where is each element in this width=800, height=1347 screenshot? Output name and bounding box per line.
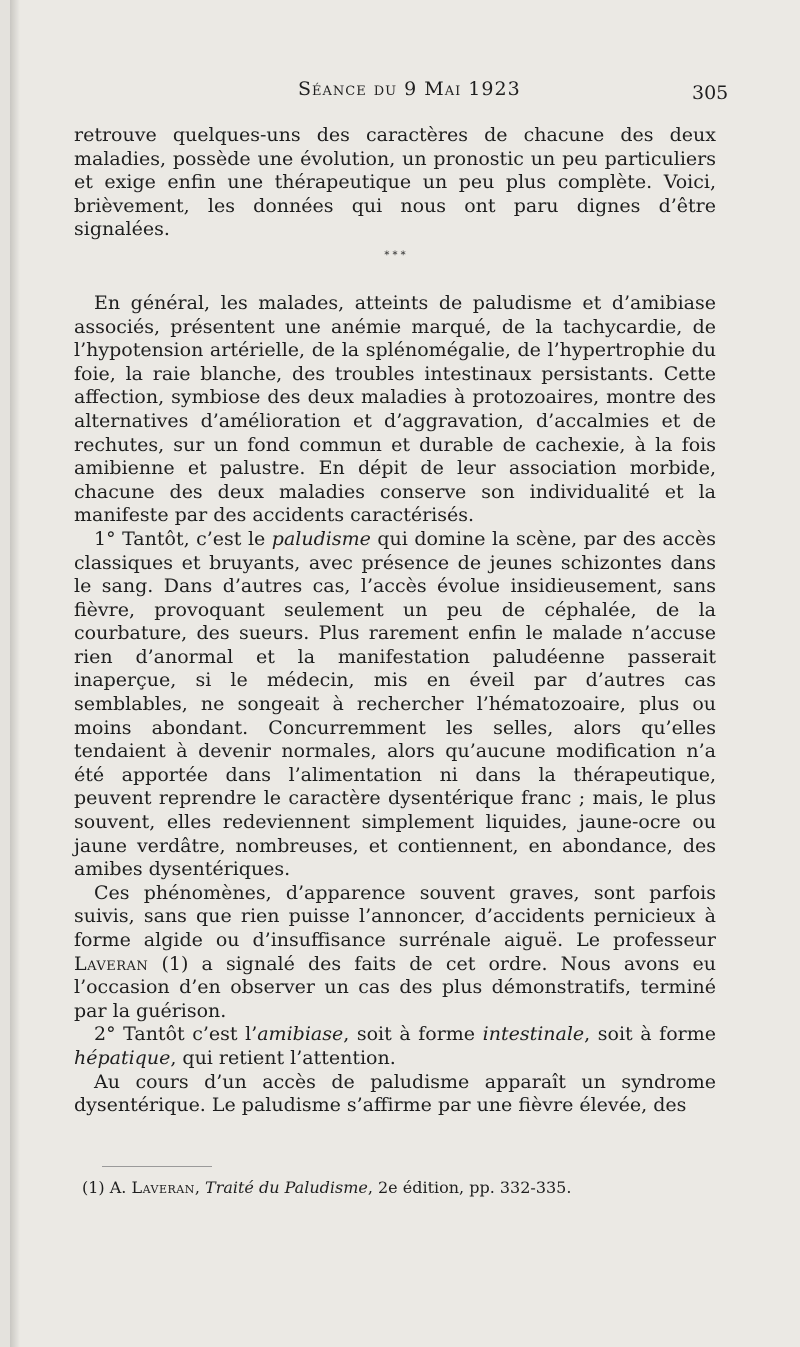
amibiase-emphasis: amibiase [257,1023,344,1046]
paragraph-5-mid-1: , soit à forme [343,1023,483,1046]
paragraph-5 [74,1023,716,1070]
hepatique-emphasis: hépatique [74,1046,171,1069]
body-text [74,124,716,1118]
page-gutter-shadow [10,0,20,1347]
paragraph-4-lead: Ces phénomènes, d’apparence souvent graves, sont parfois suivis, sans que rien puisse l’annoncer, d’accidents pernicieux à forme algide ou d’insuffisance surrénale aiguë. Le professeur [74,881,716,951]
page [10,0,800,1347]
footnote-marker: (1) A. [82,1178,132,1197]
paragraph-3 [74,528,716,882]
author-laveran: Laveran [74,952,149,975]
paragraph-4 [74,882,716,1024]
paragraph-5-lead: 2° Tantôt c’est l’ [94,1023,258,1046]
paragraph-5-end: , qui retient l’attention. [170,1046,396,1069]
page-number: 305 [692,82,729,104]
paragraph-5-mid-2: , soit à forme [584,1023,716,1046]
section-separator [74,242,716,292]
separator-stars: * * * [384,249,406,261]
footnote [82,1178,722,1198]
footnote-title: Traité du Paludisme [205,1178,368,1197]
intestinale-emphasis: intestinale [482,1023,585,1046]
paragraph-6: Au cours d’un accès de paludisme apparaît un syndrome dysentérique. Le paludisme s’affirme par une fièvre élevée, des [74,1070,716,1117]
paragraph-3-body: qui domine la scène, par des accès classiques et bruyants, avec présence de jeunes schizontes dans le sang. Dans d’autres cas, l’accès évolue insidieusement, sans fièvre, provoquant seulement un peu de céphalée, de la courbature, des sueurs. Plus rarement enfin le malade n’accuse rien d’anormal et la manifestation paludéenne passerait inaperçue, si le médecin, mis en éveil par d’autres cas semblables, ne songeait à rechercher l’hématozoaire, plus ou moins abondant. Concurremment les selles, alors qu’elles tendaient à devenir normales, alors qu’aucune modification n’a été apportée dans l’alimentation ni dans la thérapeutique, peuvent reprendre le caractère dysentérique franc ; mais, le plus souvent, elles redeviennent simplement liquides, jaune-ocre ou jaune verdâtre, nombreuses, et contiennent, en abondance, des amibes dysentériques. [74,527,717,881]
footnote-rest: , 2e édition, pp. 332-335. [367,1178,572,1197]
footnote-rule [102,1166,212,1167]
footnote-author: Laveran [131,1178,195,1197]
paragraph-4-body: (1) a signalé des faits de cet ordre. Nous avons eu l’occasion d’en observer un cas des plus démonstratifs, terminé par la guérison. [74,952,716,1022]
running-title: Séance du 9 Mai 1923 [298,78,521,100]
footnote-sep: , [194,1178,206,1197]
paragraph-1: retrouve quelques-uns des caractères de chacune des deux maladies, possède une évolution, un pronostic un peu particuliers et exige enfin une thérapeutique un peu plus complète. Voici, brièvement, les données qui nous ont paru dignes d’être signalées. [74,124,716,241]
running-head [10,76,800,106]
paragraph-3-lead: 1° Tantôt, c’est le [94,527,272,550]
paludisme-emphasis: paludisme [271,527,371,550]
paragraph-2: En général, les malades, atteints de paludisme et d’amibiase associés, présentent une anémie marqué, de la tachycardie, de l’hypotension artérielle, de la splénomégalie, de l’hypertrophie du foie, la raie blanche, des troubles intestinaux persistants. Cette affection, symbiose des deux maladies à protozoaires, montre des alternatives d’amélioration et d’aggravation, d’accalmies et de rechutes, sur un fond commun et durable de cachexie, à la fois amibienne et palustre. En dépit de leur association morbide, chacune des deux maladies conserve son individualité et la manifeste par des accidents caractérisés. [74,291,716,527]
